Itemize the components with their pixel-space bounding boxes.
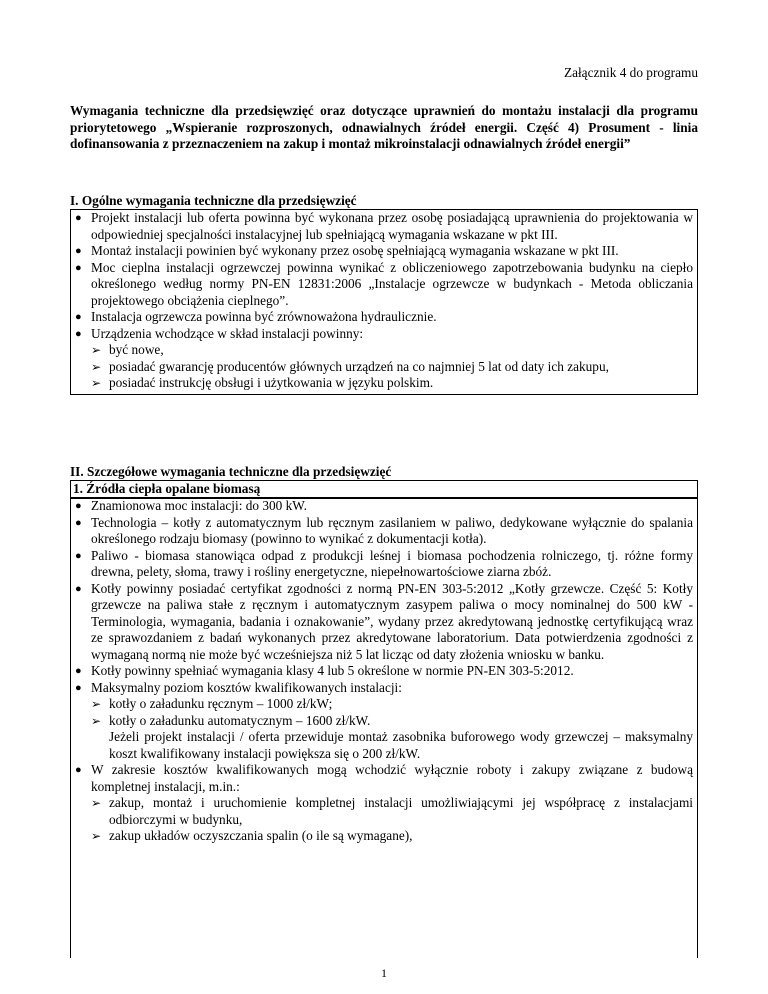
list-item: ● Kotły powinny spełniać wymagania klasy 4 lub 5 określone w normie PN-EN 303-5:2012. bbox=[75, 663, 574, 678]
list-item: ● Kotły powinny posiadać certyfikat zgodności z normą PN-EN 303-5:2012 „Kotły grzewcze. Część 5: Kotły grzewcze na paliwa stałe z ręcznym i automatycznym zasypem paliwa o mocy nominalnej do 500 kW - Terminologia, wymagania, badania i oznakowanie”, wydany przez akredytowaną jednostkę certyfikującą wraz ze sprawozdaniem z badań wykonanych przez akredytowane laboratorium. Data potwierdzenia zgodności z wymaganą normą nie może być wcześniejsza niż 5 lat licząc od daty złożenia wniosku w banku. bbox=[75, 580, 693, 662]
bullet-icon: ● bbox=[75, 549, 82, 562]
page-number: 1 bbox=[381, 966, 387, 980]
list-item: ● Montaż instalacji powinien być wykonany przez osobę spełniającą wymagania wskazane w pkt III. bbox=[75, 243, 619, 258]
sub-list-item: ➢ kotły o załadunku automatycznym – 1600 zł/kW. bbox=[91, 712, 371, 728]
arrow-bullet-icon: ➢ bbox=[91, 829, 102, 843]
section-2-list bbox=[71, 498, 697, 845]
section-2-box bbox=[70, 497, 698, 958]
annex-label: Załącznik 4 do programu bbox=[563, 65, 698, 80]
section-1-box bbox=[70, 209, 698, 395]
sub-list bbox=[91, 342, 693, 392]
sub-list-item: ➢ posiadać instrukcję obsługi i użytkowania w języku polskim. bbox=[91, 375, 434, 390]
list-item: ● Urządzenia wchodzące w skład instalacji powinny: ➢ być nowe, ➢ posiadać gwarancję producentów głównych urządzeń na co najmniej 5 lat od daty ich zakupu, ➢ posiadać instrukcję obsługi i użytkowania w języku polskim. bbox=[71, 326, 697, 392]
scope-sub-list bbox=[91, 795, 693, 845]
arrow-bullet-icon: ➢ bbox=[91, 376, 102, 390]
cost-note: Jeżeli projekt instalacji / oferta przewiduje montaż zasobnika buforowego wody grzewczej – maksymalny koszt kwalifikowany instalacji powiększa się o 200 zł/kW. bbox=[109, 729, 693, 761]
section-1-title: I. Ogólne wymagania techniczne dla przedsięwzięć bbox=[70, 193, 357, 208]
list-item: ● Moc cieplna instalacji ogrzewczej powinna wynikać z obliczeniowego zapotrzebowania budynku na ciepło określonego według normy PN-EN 12831:2006 „Instalacje ogrzewcze w budynkach - Metoda obliczania projektowego obciążenia cieplnego”. bbox=[75, 259, 693, 308]
bullet-icon: ● bbox=[75, 681, 82, 694]
list-item: ● Instalacja ogrzewcza powinna być zrównoważona hydraulicznie. bbox=[75, 309, 437, 324]
bullet-icon: ● bbox=[75, 516, 82, 529]
bullet-icon: ● bbox=[75, 500, 82, 512]
sub-list-item: ➢ zakup, montaż i uruchomienie kompletnej instalacji umożliwiającymi jej współpracę z instalacjami odbiorczymi w budynku, bbox=[91, 795, 693, 827]
list-item: ● Maksymalny poziom kosztów kwalifikowanych instalacji: ➢ kotły o załadunku ręcznym – 1000 zł/kW; ➢ kotły o załadunku automatycznym – 1600 zł/kW. Jeżeli projekt instalacji / oferta przewiduje montaż zasobnika buforowego wody grzewczej – maksymalny koszt kwalifikowany instalacji powiększa się o 200 zł/kW. bbox=[75, 679, 693, 761]
bullet-icon: ● bbox=[75, 582, 82, 595]
section-2-subheading: 1. Źródła ciepła opalane biomasą bbox=[70, 480, 698, 499]
arrow-bullet-icon: ➢ bbox=[91, 343, 102, 357]
arrow-bullet-icon: ➢ bbox=[91, 713, 102, 728]
list-item: ● Technologia – kotły z automatycznym lub ręcznym zasilaniem w paliwo, dedykowane wyłącznie do spalania określonego rodzaju biomasy (powinno to wynikać z dokumentacji kotła). bbox=[75, 514, 693, 546]
sub-list-item: ➢ posiadać gwarancję producentów głównych urządzeń na co najmniej 5 lat od daty ich zakupu, bbox=[91, 358, 609, 374]
arrow-bullet-icon: ➢ bbox=[91, 697, 102, 711]
bullet-icon: ● bbox=[75, 261, 82, 274]
arrow-bullet-icon: ➢ bbox=[91, 359, 102, 374]
sub-list-item: ➢ zakup układów oczyszczania spalin (o ile są wymagane), bbox=[91, 828, 413, 843]
list-item: ● Projekt instalacji lub oferta powinna być wykonana przez osobę posiadającą uprawnienia do projektowania w odpowiedniej specjalności instalacyjnej lub spełniającą wymagania wskazane w pkt III. bbox=[75, 210, 693, 242]
bullet-icon: ● bbox=[75, 665, 82, 677]
bullet-icon: ● bbox=[75, 311, 82, 323]
list-item: ● Znamionowa moc instalacji: do 300 kW. bbox=[75, 498, 307, 513]
arrow-bullet-icon: ➢ bbox=[91, 796, 102, 810]
list-item: ● Paliwo - biomasa stanowiąca odpad z produkcji leśnej i biomasa pochodzenia rolniczego, tj. różne formy drewna, pelety, słoma, trawy i rośliny energetyczne, niepełnowartościowe ziarna zbóż. bbox=[75, 547, 693, 579]
section-2-title: II. Szczegółowe wymagania techniczne dla przedsięwzięć bbox=[70, 464, 392, 479]
sub-list-item: ➢ kotły o załadunku ręcznym – 1000 zł/kW; bbox=[91, 696, 333, 711]
list-item: ● W zakresie kosztów kwalifikowanych mogą wchodzić wyłącznie roboty i zakupy związane z budową kompletnej instalacji, m.in.: ➢ zakup, montaż i uruchomienie kompletnej instalacji umożliwiającymi jej współpracę z instalacjami odbiorczymi w budynku, ➢ zakup układów oczyszczania spalin (o ile są wymagane), bbox=[75, 762, 693, 843]
bullet-icon: ● bbox=[75, 212, 82, 224]
sub-list-item: ➢ być nowe, bbox=[91, 342, 164, 357]
cost-sub-list bbox=[91, 696, 693, 729]
bullet-icon: ● bbox=[75, 764, 82, 776]
document-title: Wymagania techniczne dla przedsięwzięć oraz dotyczące uprawnień do montażu instalacji dla programu priorytetowego „Wspieranie rozproszonych, odnawialnych źródeł energii. Część 4) Prosument - linia dofinansowania z przeznaczeniem na zakup i montaż mikroinstalacji odnawialnych źródeł energii” bbox=[70, 103, 698, 151]
bullet-icon: ● bbox=[75, 245, 82, 257]
section-1-list bbox=[71, 210, 697, 392]
bullet-icon: ● bbox=[75, 327, 82, 340]
